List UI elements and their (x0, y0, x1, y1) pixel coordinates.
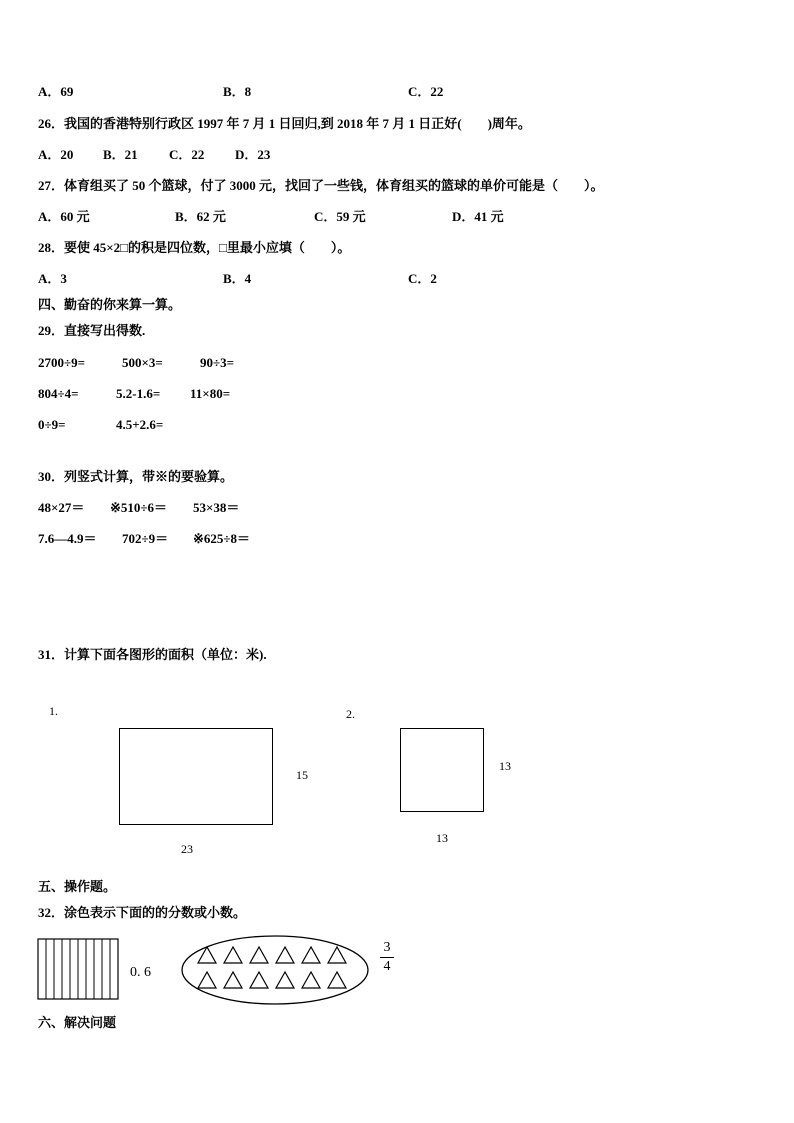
q31-question: 31．计算下面各图形的面积（单位：米). (38, 647, 267, 662)
rectangle-figure (119, 728, 273, 825)
square-bottom-label: 13 (436, 831, 448, 845)
q26-option-a: A．20 (38, 147, 74, 162)
section-4-heading: 四、勤奋的你来算一算。 (38, 297, 182, 312)
triangle-shape (302, 947, 320, 963)
q29-question: 29．直接写出得数. (38, 323, 146, 338)
decimal-value: 0. 6 (130, 965, 151, 980)
fraction-numerator: 3 (383, 940, 391, 955)
triangle-shape (198, 972, 216, 988)
q29-item: 500×3= (122, 355, 163, 370)
decimal-strip-diagram (37, 938, 119, 1000)
rectangle-height-label: 15 (296, 768, 308, 782)
rectangle-width-label: 23 (181, 842, 193, 856)
q28-question: 28．要使 45×2□的积是四位数，□里最小应填（ ）。 (38, 240, 351, 255)
q25-option-a: A．69 (38, 84, 74, 99)
triangle-shape (250, 972, 268, 988)
fraction-bar (380, 957, 394, 958)
q30-item: 53×38＝ (193, 500, 240, 515)
figure-2-label: 2. (346, 707, 355, 721)
oval-outline (182, 936, 368, 1004)
q29-item: 11×80= (190, 386, 231, 401)
triangle-oval-diagram (180, 934, 370, 1006)
q30-question: 30．列竖式计算，带※的要验算。 (38, 469, 234, 484)
q30-item: 7.6—4.9＝ (38, 531, 97, 546)
triangle-shape (224, 972, 242, 988)
q27-option-a: A．60 元 (38, 209, 90, 224)
section-5-heading: 五、操作题。 (38, 879, 117, 894)
q26-question: 26．我国的香港特别行政区 1997 年 7 月 1 日回归,到 2018 年 7 月 1 日正好( )周年。 (38, 116, 531, 131)
fraction (380, 940, 394, 975)
q25-option-c: C．22 (408, 84, 444, 99)
square-side-label: 13 (499, 759, 511, 773)
q28-option-c: C．2 (408, 271, 437, 286)
triangle-shape (328, 947, 346, 963)
q29-item: 0÷9= (38, 417, 66, 432)
q28-option-b: B．4 (223, 271, 252, 286)
square-figure (400, 728, 484, 812)
triangle-shape (224, 947, 242, 963)
q25-option-b: B．8 (223, 84, 252, 99)
q26-option-c: C．22 (169, 147, 205, 162)
q32-question: 32．涂色表示下面的的分数或小数。 (38, 905, 247, 920)
q29-item: 4.5+2.6= (116, 417, 164, 432)
q26-option-d: D．23 (235, 147, 271, 162)
q26-option-b: B．21 (103, 147, 138, 162)
q30-item: 48×27＝ (38, 500, 85, 515)
q27-question: 27．体育组买了 50 个篮球，付了 3000 元，找回了一些钱，体育组买的篮球的单价可能是（ ）。 (38, 178, 604, 193)
q29-item: 804÷4= (38, 386, 79, 401)
triangle-shape (276, 947, 294, 963)
q28-option-a: A．3 (38, 271, 67, 286)
triangle-shape (276, 972, 294, 988)
triangle-shape (250, 947, 268, 963)
q27-option-d: D．41 元 (452, 209, 504, 224)
q29-item: 5.2-1.6= (116, 386, 161, 401)
q30-item: ※510÷6＝ (110, 500, 168, 515)
q29-item: 90÷3= (200, 355, 235, 370)
q30-item: ※625÷8＝ (193, 531, 251, 546)
q27-option-b: B．62 元 (175, 209, 226, 224)
triangle-shape (302, 972, 320, 988)
q27-option-c: C．59 元 (314, 209, 366, 224)
q29-item: 2700÷9= (38, 355, 86, 370)
fraction-denominator: 4 (383, 959, 391, 974)
figure-1-label: 1. (49, 704, 58, 718)
q30-item: 702÷9＝ (122, 531, 169, 546)
triangle-shape (328, 972, 346, 988)
section-6-heading: 六、解决问题 (38, 1015, 117, 1030)
